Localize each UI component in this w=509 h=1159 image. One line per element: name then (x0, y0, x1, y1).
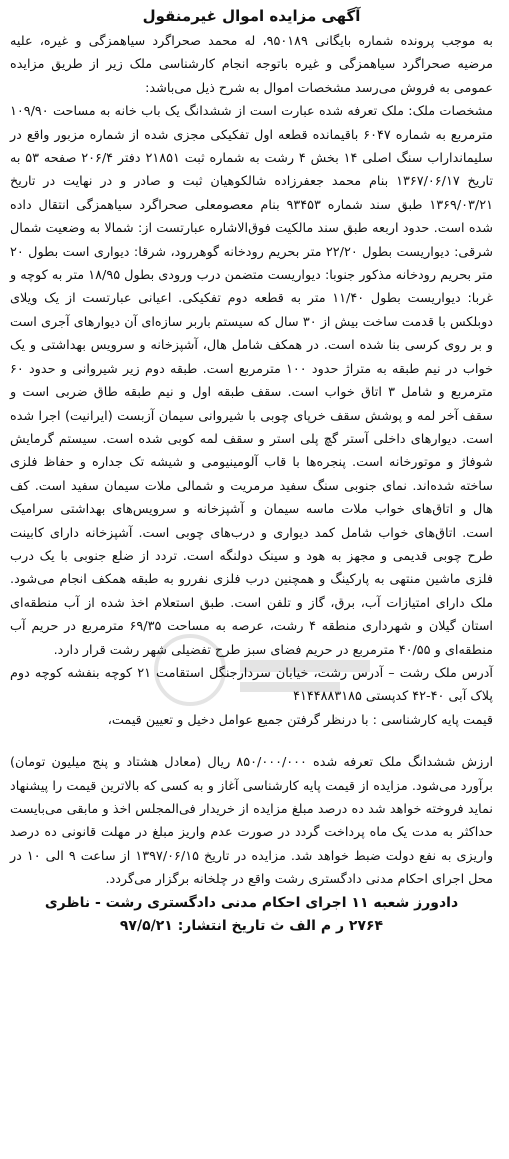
property-specifications: مشخصات ملک: ملک تعرفه شده عبارت است از ششدانگ یک باب خانه به مساحت ۱۰۹/۹۰ مترمربع به شماره ۶۰۴۷ باقیمانده قطعه اول تفکیکی مجزی شده از شماره مزبور واقع در سلیمانداراب سنگ اصلی ۱۴ بخش ۴ رشت به شماره ثبت ۲۱۸۵۱ دفتر ۲۰۶/۴ صفحه ۵۳ به تاریخ ۱۳۶۷/۰۶/۱۷ بنام محمد جعفرزاده شالکوهیان ثبت و صادر و در نهایت در تاریخ ۱۳۶۹/۰۳/۲۱ طبق سند شماره ۹۳۴۵۳ بنام معصومعلی صحراگرد سیاهمزگی انتقال داده شده است. حدود اربعه طبق سند مالکیت فوق‌الاشاره عبارتست از: شمالا به وضعیت شمال شرقی: دیواریست بطول ۲۲/۲۰ متر بحریم رودخانه گوهررود، شرقا: دیواری است بطول ۲۰ متر بحریم رودخانه مذکور جنوبا: دیواریست متضمن درب ورودی بطول ۱۸/۹۵ متر به کوچه و غربا: دیواریست بطول ۱۱/۴۰ متر به قطعه دوم تفکیکی. اعیانی عبارتست از یک ویلای دوبلکس با قدمت ساخت بیش از ۳۰ سال که سیستم باربر سازه‌ای آن دیوارهای آجری است و بر روی کرسی بنا شده است. در همکف شامل هال، آشپزخانه و سرویس بهداشتی و یک خواب در نیم طبقه به متراژ حدود ۱۰۰ مترمربع است. طبقه دوم زیر شیروانی و حدود ۶۰ مترمربع و شامل ۳ اتاق خواب است. سقف طبقه اول و نیم طبقه طاق ضربی است و سقف آخر لمه و پوشش سقف خرپای چوبی با شیروانی سیمان آزبست (ایرانیت) اجرا شده است. دیوارهای داخلی آستر گچ پلی استر و سقف لمه کوبی شده است. سیستم گرمایش شوفاژ و موتورخانه است. پنجره‌ها با قاب آلومینیومی و شیشه تک جداره و حفاظ فلزی ساخته شده‌اند. نمای جنوبی سنگ سفید مرمریت و شمالی ملات سیمان سفید است. کف هال و اتاق‌های خواب ملات ماسه سیمان و آشپزخانه و سرویس‌های بهداشتی سرامیک است. اتاق‌های خواب شامل کمد دیواری و درب‌های چوبی است. آشپزخانه دارای کابینت طرح چوبی قدیمی و مجهز به هود و سینک دولنگه است. تردد از ضلع جنوبی با یک درب فلزی ماشین منتهی به پارکینگ و همچنین درب فلزی نفررو به طبقه همکف انجام می‌شود. ملک دارای امتیازات آب، برق، گاز و تلفن است. طبق استعلام اخذ شده از آب منطقه‌ای استان گیلان و شهرداری منطقه ۴ رشت، عرصه به مساحت ۶۹/۳۵ مترمربع در حریم آب منطقه‌ای و ۴۰/۵۵ مترمربع در حریم فضای سبز طرح تفضیلی شهر رشت قرار دارد. (10, 104, 494, 658)
notice-title: آگهی مزایده اموال غیرمنقول (142, 7, 361, 25)
valuation-and-terms: ارزش ششدانگ ملک تعرفه شده ۸۵۰/۰۰۰/۰۰۰ ریال (معادل هشتاد و پنج میلیون تومان) برآورد می‌شود. مزایده از قیمت پایه کارشناسی آغاز و به کسی که بالاترین قیمت را پیشنهاد نماید فروخته خواهد شد ده درصد مبلغ مزایده از خریدار فی‌المجلس اخذ و مابقی می‌بایست حداکثر به مدت یک ماه پرداخت گردد در صورت عدم واریز مبلغ در مهلت قانونی ده درصد واریزی به نفع دولت ضبط خواهد شد. مزایده در تاریخ ۱۳۹۷/۰۶/۱۵ از ساعت ۹ الی ۱۰ در محل اجرای احکام مدنی دادگستری رشت واقع در چلخانه برگزار می‌گردد. (10, 755, 494, 888)
property-address: آدرس ملک رشت – آدرس رشت، خیابان سردارجنگل استقامت ۲۱ کوچه بنفشه کوچه دوم پلاک آبی ۴۰-۴۲ کدپستی ۴۱۴۴۸۸۳۱۸۵ (10, 665, 493, 705)
base-price-heading: قیمت پایه کارشناسی : با درنظر گرفتن جمیع عوامل دخیل و تعیین قیمت، (107, 712, 493, 728)
signature-line: دادورز شعبه ۱۱ اجرای احکام مدنی دادگستری رشت - ناظری (44, 894, 459, 911)
publication-reference: ۲۷۶۴ ر م الف ث تاریخ انتشار: ۹۷/۵/۲۱ (119, 917, 384, 934)
paragraph-gap (10, 732, 493, 751)
notice-intro: به موجب پرونده شماره بایگانی ۹۵۰۱۸۹، له محمد صحراگرد سیاهمزگی و غیره، علیه مرضیه صحراگرد سیاهمزگی و غیره باتوجه انجام کارشناسی ملک زیر از طریق مزایده عمومی به فروش می‌رسد مشخصات اموال به شرح ذیل می‌باشد: (10, 34, 493, 96)
